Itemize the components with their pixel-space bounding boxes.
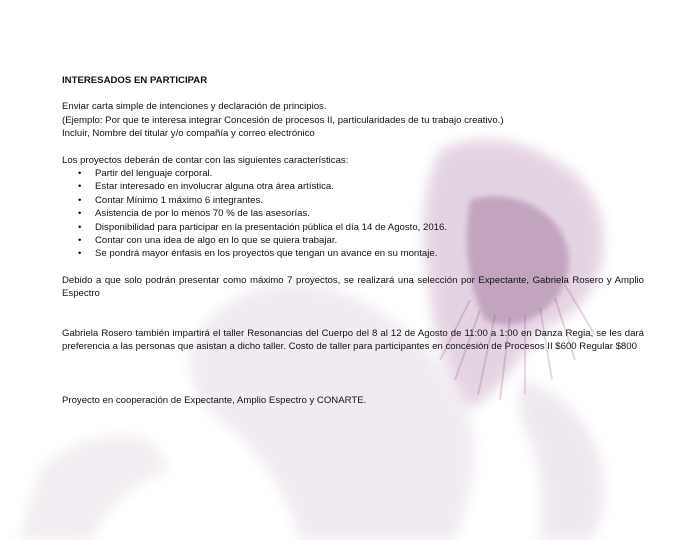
list-item: • Estar interesado en involucrar alguna otra área artística.: [78, 181, 334, 193]
list-item: • Contar Mínimo 1 máximo 6 integrantes.: [78, 194, 263, 206]
intro-line: Enviar carta simple de intenciones y declaración de principios.: [62, 101, 327, 113]
list-item: • Contar con una idea de algo en lo que se quiera trabajar.: [78, 235, 338, 247]
intro-line: Incluir, Nombre del titular y/o compañía y correo electrónico: [62, 128, 315, 140]
section-heading: INTERESADOS EN PARTICIPAR: [62, 75, 208, 86]
list-item: • Disponibilidad para participar en la presentación pública el día 14 de Agosto, 2016.: [78, 221, 448, 233]
requirements-list: [62, 167, 644, 261]
bullet-icon: •: [78, 168, 82, 180]
bullet-icon: •: [78, 221, 82, 233]
intro-line: (Ejemplo: Por que te interesa integrar Concesión de procesos II, particularidades de tu trabajo creativo.): [62, 114, 504, 126]
bullet-icon: •: [78, 194, 82, 206]
requirements-intro: Los proyectos deberán de contar con las siguientes características:: [62, 154, 349, 166]
bullet-icon: •: [78, 235, 82, 247]
list-item: • Se pondrá mayor énfasis en los proyectos que tengan un avance en su montaje.: [78, 248, 438, 260]
selection-note: Debido a que solo podrán presentar como máximo 7 proyectos, se realizará una selección por Expectante, Gabriela Rosero y Amplio Espectro: [62, 274, 644, 300]
cooperation-note: Proyecto en cooperación de Expectante, Amplio Espectro y CONARTE.: [62, 394, 367, 406]
bullet-icon: •: [78, 208, 82, 220]
document-page: [62, 74, 644, 407]
bullet-icon: •: [78, 181, 82, 193]
list-item: • Partir del lenguaje corporal.: [78, 168, 213, 180]
list-item: • Asistencia de por lo menos 70 % de las asesorías.: [78, 208, 310, 220]
bullet-icon: •: [78, 248, 82, 260]
workshop-note: Gabriela Rosero también impartirá el taller Resonancias del Cuerpo del 8 al 12 de Agosto de 11:00 a 1:00 en Danza Regia, se les dará preferencia a las personas que asistan a dicho taller. Costo de taller para participantes en concesión de Procesos II $600 Regular $800: [62, 327, 644, 353]
